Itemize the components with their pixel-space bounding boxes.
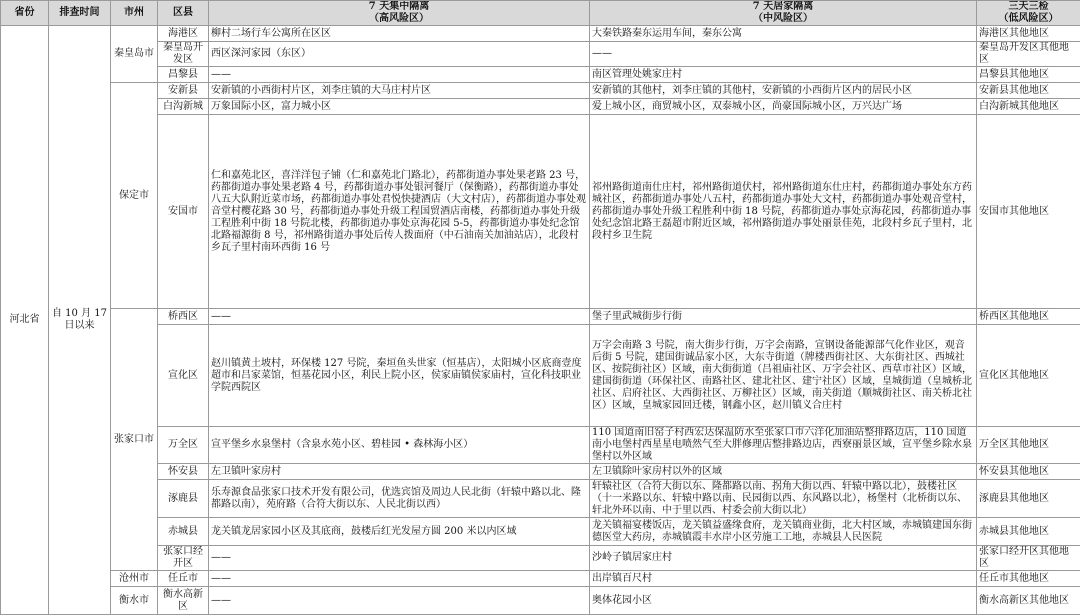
mid-risk-cell: 出岸镇百尺村 [590,571,977,587]
header-row [1,1,1080,26]
low-risk-cell: 任丘市其他地区 [977,571,1080,587]
county-cell: 万全区 [158,427,209,464]
high-risk-cell: 宣平堡乡水泉堡村（含泉水苑小区、碧桂园 • 森林海小区） [209,427,590,464]
header-low-risk-sub: （低风险区） [979,13,1078,25]
low-risk-cell: 宣化区其他地区 [977,325,1080,427]
city-cell: 衡水市 [111,587,158,615]
table-row [1,427,1080,464]
table-row [1,42,1080,67]
header-city: 市州 [111,1,158,26]
county-cell: 任丘市 [158,571,209,587]
high-risk-cell: —— [209,587,590,615]
county-cell: 宣化区 [158,325,209,427]
county-cell: 赤城县 [158,518,209,546]
low-risk-cell: 秦皇岛开发区其他地区 [977,42,1080,67]
city-cell: 保定市 [111,83,158,309]
header-low-risk-title: 三天三检 [979,1,1078,13]
county-cell: 海港区 [158,26,209,42]
mid-risk-cell: 万字会南路 3 号院，南大街步行街，万字会南路，宣钢设备能源部气化作业区，观音后街 5 号院，建国街诚品家小区，大东寺街道（牌楼西街社区、大东街社区、西城社区、按院街社区）区域，南大街街道（吕祖庙社区、万字会社区、西草市社区）区域，建国街街道（环保社区、南路社区、建北社区、建宁社区）区域，皇城街道（皇城桥北社区、启府社区、大西街社区、万柳社区）区域，南关街道（顺城街社区、南关桥北社区）区域，皇城家园回迁楼，钢鑫小区，赵川镇义合庄村 [590,325,977,427]
mid-risk-cell: 爱上城小区，商贸城小区，双泰城小区，尚豪国际城小区，万兴达广场 [590,99,977,115]
low-risk-cell: 海港区其他地区 [977,26,1080,42]
header-mid-risk-sub: （中风险区） [592,13,974,25]
high-risk-cell: —— [209,309,590,325]
high-risk-cell: 左卫镇叶家房村 [209,464,590,480]
high-risk-cell: 乐寿源食品张家口技术开发有限公司，优选宾馆及周边人民北街（轩辕中路以北、隆都路以南），苑府路（合符大街以东、人民北街以西） [209,480,590,518]
county-cell: 白沟新城 [158,99,209,115]
table-row [1,325,1080,427]
table-row [1,480,1080,518]
header-low-risk [977,1,1080,26]
low-risk-cell: 张家口经开区其他地区 [977,546,1080,571]
county-cell: 秦皇岛开发区 [158,42,209,67]
low-risk-cell: 昌黎县其他地区 [977,67,1080,83]
mid-risk-cell: 左卫镇除叶家房村以外的区域 [590,464,977,480]
low-risk-cell: 怀安县其他地区 [977,464,1080,480]
table-row [1,67,1080,83]
county-cell: 衡水高新区 [158,587,209,615]
header-county: 区县 [158,1,209,26]
county-cell: 安新县 [158,83,209,99]
header-time: 排查时间 [49,1,111,26]
high-risk-cell: —— [209,571,590,587]
mid-risk-cell: 南区管理处姚家庄村 [590,67,977,83]
time-cell: 自 10 月 17 日以来 [49,26,111,615]
header-mid-risk [590,1,977,26]
mid-risk-cell: 110 国道南旧窑子村西宏达保温防水至张家口市六洋化加油站整排路边店，110 国道南小电堡村西星星电喷然气至大胖修理店整排路边店，西寮丽景区域，宣平堡乡除水泉堡村以外区域 [590,427,977,464]
table-row [1,464,1080,480]
province-cell: 河北省 [1,26,49,615]
county-cell: 张家口经开区 [158,546,209,571]
high-risk-cell: 柳村二场行车公寓所在区区 [209,26,590,42]
county-cell: 桥西区 [158,309,209,325]
table-body [1,26,1080,615]
city-cell: 张家口市 [111,309,158,571]
table-row [1,115,1080,309]
high-risk-cell: —— [209,67,590,83]
table-row [1,26,1080,42]
table-row [1,518,1080,546]
high-risk-cell: 龙关镇龙居家园小区及其底商，鼓楼后红光发屋方圆 200 米以内区域 [209,518,590,546]
county-cell: 涿鹿县 [158,480,209,518]
county-cell: 怀安县 [158,464,209,480]
high-risk-cell: 西区深河家园（东区） [209,42,590,67]
table-row [1,99,1080,115]
low-risk-cell: 衡水高新区其他地区 [977,587,1080,615]
low-risk-cell: 安新县其他地区 [977,83,1080,99]
low-risk-cell: 涿鹿县其他地区 [977,480,1080,518]
city-cell: 沧州市 [111,571,158,587]
table-row [1,546,1080,571]
mid-risk-cell: 堡子里武城街步行街 [590,309,977,325]
header-high-risk-sub: （高风险区） [211,13,587,25]
county-cell: 昌黎县 [158,67,209,83]
mid-risk-cell: 轩辕社区（合符大街以东、隆都路以南、拐角大街以西、轩辕中路以北），鼓楼社区（十一米路以东、轩辕中路以南、民园街以西、东风路以北），杨堡村（北桥街以东、轩北外环以南、中于里以西、村委会前大街以北） [590,480,977,518]
mid-risk-cell: 龙关镇福宴楼饭店，龙关镇益盛缘食府，龙关镇商业街，北大村区域，赤城镇建国东街德医堂大药房，赤城镇霞丰水岸小区劳施工工地，赤城县人民医院 [590,518,977,546]
city-cell: 秦皇岛市 [111,26,158,83]
low-risk-cell: 安国市其他地区 [977,115,1080,309]
table-row [1,571,1080,587]
header-province: 省份 [1,1,49,26]
mid-risk-cell: 安新镇的其他村，刘李庄镇的其他村，安新镇的小西街片区内的居民小区 [590,83,977,99]
table-row [1,309,1080,325]
high-risk-cell: —— [209,546,590,571]
header-mid-risk-title: 7 天居家隔离 [592,1,974,13]
header-high-risk-title: 7 天集中隔离 [211,1,587,13]
high-risk-cell: 赵川镇黄土坡村，环保楼 127 号院，秦垣鱼头世家（恒基店），太阳城小区底商壹度超市和吕家菜馆，恒基花园小区，利民上院小区，侯家庙镇侯家庙村，宣化科技职业学院西院区 [209,325,590,427]
header-high-risk [209,1,590,26]
high-risk-cell: 安新镇的小西街村片区，刘李庄镇的大马庄村片区 [209,83,590,99]
mid-risk-cell: 沙岭子镇居家庄村 [590,546,977,571]
mid-risk-cell: 大秦铁路秦东运用车间，秦东公寓 [590,26,977,42]
high-risk-cell: 万象国际小区，富力城小区 [209,99,590,115]
low-risk-cell: 赤城县其他地区 [977,518,1080,546]
low-risk-cell: 万全区其他地区 [977,427,1080,464]
mid-risk-cell: —— [590,42,977,67]
low-risk-cell: 白沟新城其他地区 [977,99,1080,115]
table-row [1,587,1080,615]
mid-risk-cell: 奥体花园小区 [590,587,977,615]
high-risk-cell: 仁和嘉苑北区，喜洋洋包子铺（仁和嘉苑北门路北），药都街道办事处果老路 23 号，药都街道办事处果老路 4 号，药都街道办事处银河餐厅（保衡路），药都街道办事处八五大队附近菜市场，药都街道办事处君悦快捷酒店（大文村店），药都街道办事处观音堂村樱花路 30 号，药都街道办事处升级工程国贸酒店南楼，药都街道办事处升级工程胜利中街 18 号院北楼，药都街道办事处京海花园 5-5，药都街道办事处纪念馆北路福源街 8 号，祁州路街道办事处后传人拨面府（中石油南关加油站店），北段村乡瓦子里村南环西街 16 号 [209,115,590,309]
low-risk-cell: 桥西区其他地区 [977,309,1080,325]
mid-risk-cell: 祁州路街道南仕庄村，祁州路街道伏村，祁州路街道东仕庄村，药都街道办事处东方药城社区，药都街道办事处八五村，药都街道办事处大文村，药都街道办事处观音堂村，药都街道办事处升级工程胜利中街 18 号院，药都街道办事处京海花园，药都街道办事处纪念馆北路王磊超市附近区域，祁州路街道办事处丽景佳苑，北段村乡瓦子里村，北段村乡卫生院 [590,115,977,309]
county-cell: 安国市 [158,115,209,309]
table-row [1,83,1080,99]
